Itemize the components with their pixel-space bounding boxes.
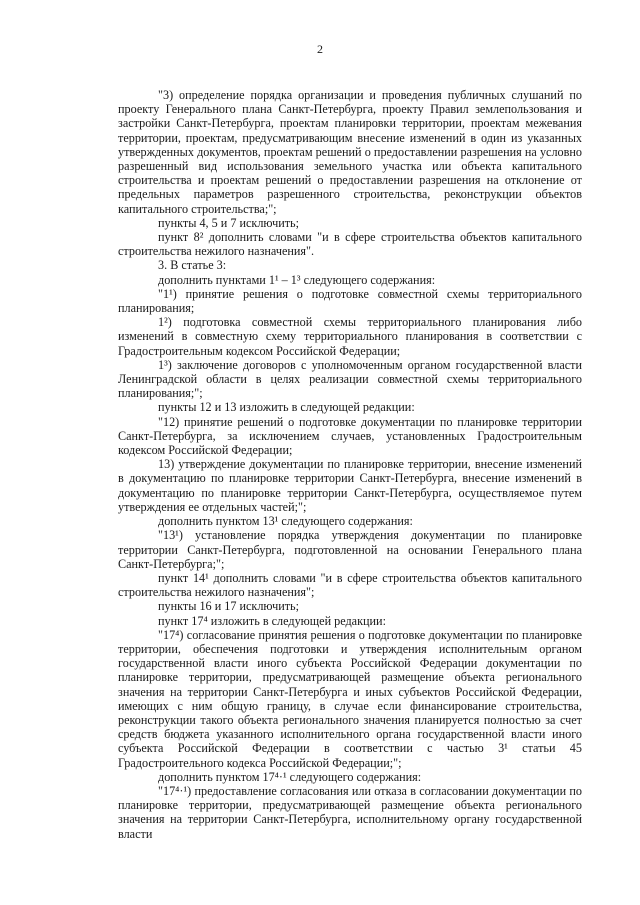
paragraph-1: "3) определение порядка организации и проведения публичных слушаний по проекту Генерального плана Санкт-Петербурга, проекту Правил землепользования и застройки Санкт-Петербурга, проектам планировки территории, проектам межевания территории, проектам, предусматривающим внесение изменений в один из указанных утвержденных документов, проектам решений о предоставлении разрешения на условно разрешенный вид использования земельного участка или объекта капитального строительства и проектам решений о предоставлении разрешения на отклонение от предельных параметров разрешенного строительства, реконструкции объектов капитального строительства;"; — [118, 88, 582, 216]
paragraph-13: "13¹) установление порядка утверждения документации по планировке территории Санкт-Петербурга, подготовленной на основании Генерального плана Санкт-Петербурга;"; — [118, 528, 582, 571]
paragraph-3: пункт 8² дополнить словами "и в сфере строительства объектов капитального строительства нежилого назначения". — [118, 230, 582, 259]
paragraph-2: пункты 4, 5 и 7 исключить; — [158, 215, 299, 230]
paragraph-15: пункты 16 и 17 исключить; — [158, 599, 299, 614]
paragraph-7: 1²) подготовка совместной схемы территориального планирования либо изменений в совместную схему территориального планирования в соответствии с Градостроительным кодексом Российской Федерации; — [118, 315, 582, 358]
document-body — [118, 88, 582, 841]
paragraph-4: 3. В статье 3: — [158, 258, 227, 273]
paragraph-16: пункт 17⁴ изложить в следующей редакции: — [158, 613, 386, 628]
paragraph-14: пункт 14¹ дополнить словами "и в сфере строительства объектов капитального строительства нежилого назначения"; — [118, 570, 582, 600]
paragraph-19: "17⁴·¹) предоставление согласования или отказа в согласовании документации по планировке территории, предусматривающей размещение объекта регионального значения на территории Санкт-Петербурга, исполнительному органу государственной власти — [118, 783, 582, 841]
paragraph-12: дополнить пунктом 13¹ следующего содержания: — [158, 514, 413, 529]
page-number: 2 — [317, 42, 323, 56]
paragraph-18: дополнить пунктом 17⁴·¹ следующего содержания: — [158, 769, 422, 784]
paragraph-11: 13) утверждение документации по планировке территории, внесение изменений в документацию по планировке территории Санкт-Петербурга, внесение изменений в документацию по планировке территории Санкт-Петербурга, осуществляемое путем утверждения ее отдельных частей;"; — [118, 457, 582, 514]
paragraph-9: пункты 12 и 13 изложить в следующей редакции: — [158, 400, 415, 415]
paragraph-8: 1³) заключение договоров с уполномоченным органом государственной власти Ленинградской области в целях реализации совместной схемы территориального планирования;"; — [118, 357, 582, 401]
paragraph-17: "17⁴) согласование принятия решения о подготовке документации по планировке территории, обеспечения подготовки и утверждения исполнительным органом государственной власти иного субъекта Российской Федерации документации по планировке территории, предусматривающей размещение объекта регионального значения на территории Санкт-Петербурга и иных субъектов Российской Федерации, имеющих с ним общую границу, в случае если финансирование строительства, реконструкции такого объекта регионального значения планируется полностью за счет средств бюджета указанного исполнительного органа государственной власти иного субъекта Российской Федерации в соответствии с частью 3¹ статьи 45 Градостроительного кодекса Российской Федерации;"; — [118, 627, 582, 770]
paragraph-6: "1¹) принятие решения о подготовке совместной схемы территориального планирования; — [118, 286, 582, 316]
paragraph-5: дополнить пунктами 1¹ – 1³ следующего содержания: — [158, 272, 436, 287]
paragraph-10: "12) принятие решений о подготовке документации по планировке территории Санкт-Петербурга, за исключением случаев, установленных Градостроительным кодексом Российской Федерации; — [118, 414, 582, 458]
